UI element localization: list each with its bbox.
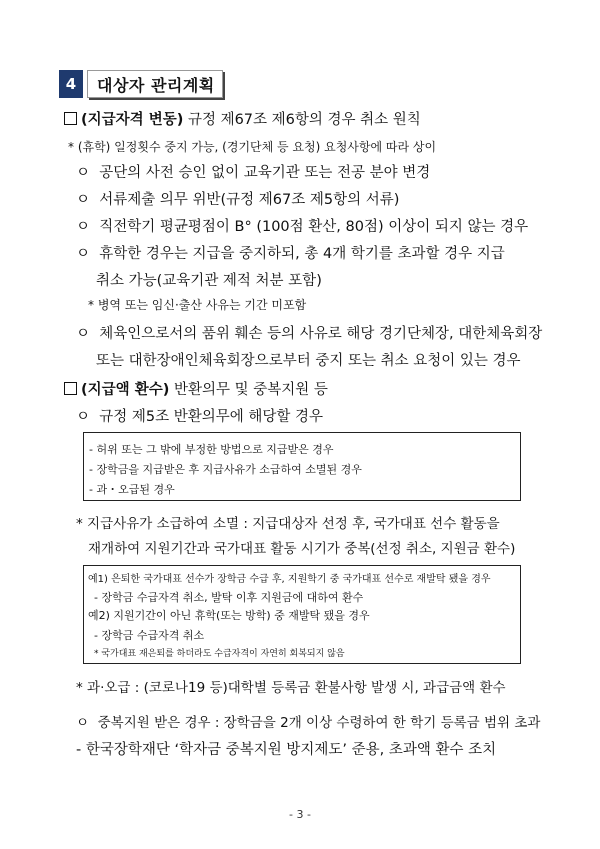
cancel-item-4-line1: 휴학한 경우는 지급을 중지하되, 총 4개 학기를 초과할 경우 지급 [99, 246, 505, 262]
cancel-item-5-line2: 또는 대한장애인체육회장으로부터 중지 또는 취소 요청이 있는 경우 [96, 353, 521, 369]
refund-item-2 [76, 711, 540, 731]
refund-note-1-line2: 재개하여 지원기간과 국가대표 활동 시기가 중복(선정 취소, 지원금 환수) [88, 541, 516, 557]
bullet-icon: ㅇ [76, 246, 91, 262]
cancel-item-4 [76, 242, 505, 263]
cancel-heading [64, 108, 421, 129]
bullet-icon: ㅇ [76, 326, 91, 342]
section-number: 4 [59, 70, 83, 98]
cancel-item-2-text: 서류제출 의무 위반(규정 제67조 제5항의 서류) [99, 192, 400, 208]
box1-line-1: - 허위 또는 그 밖에 부정한 방법으로 지급받은 경우 [89, 443, 334, 456]
example-2: 예2) 지원기간이 아닌 휴학(또는 방학) 중 재발탁 됐을 경우 [88, 609, 370, 622]
example-2-note: * 국가대표 재은퇴를 하더라도 수급자격이 자연히 회복되지 않음 [94, 649, 345, 659]
example-1-sub: - 장학금 수급자격 취소, 발탁 이후 지원금에 대하여 환수 [94, 591, 364, 604]
refund-note-2: * 과·오급 : (코로나19 등)대학별 등록금 환불사항 발생 시, 과급금액 환수 [76, 680, 506, 696]
bullet-icon: ㅇ [76, 219, 91, 235]
box1-line-3: - 과・오급된 경우 [89, 483, 175, 496]
cancel-item-1 [76, 161, 430, 182]
cancel-item-5 [76, 322, 542, 343]
bullet-icon: ㅇ [76, 715, 90, 731]
cancel-heading-bold: (지급자격 변동) [81, 112, 184, 128]
checkbox-square-icon [64, 382, 77, 395]
refund-heading-rest: 반환의무 및 중복지원 등 [169, 382, 328, 398]
refund-note-1-line1: * 지급사유가 소급하여 소멸 : 지급대상자 선정 후, 국가대표 선수 활동을 [76, 516, 500, 532]
section-title-text: 대상자 관리계획 [97, 75, 215, 95]
page-number: - 3 - [289, 808, 311, 821]
cancel-note: * (휴학) 일정횟수 중지 가능, (경기단체 등 요청) 요청사항에 따라 상이 [68, 140, 437, 154]
cancel-item-4-note: * 병역 또는 임신·출산 사유는 기간 미포함 [88, 298, 307, 312]
refund-item-1-text: 규정 제5조 반환의무에 해당할 경우 [99, 409, 323, 425]
cancel-item-3-text: 직전학기 평균평점이 B° (100점 환산, 80점) 이상이 되지 않는 경우 [99, 219, 529, 235]
bullet-icon: ㅇ [76, 192, 91, 208]
refund-item-2-text: 중복지원 받은 경우 : 장학금을 2개 이상 수령하여 한 학기 등록금 범위 초과 [97, 715, 541, 731]
refund-heading-bold: (지급액 환수) [81, 382, 170, 398]
cancel-item-3 [76, 215, 528, 236]
refund-item-1 [76, 405, 323, 426]
cancel-item-2 [76, 188, 399, 209]
bullet-icon: ㅇ [76, 165, 91, 181]
box1-line-2: - 장학금을 지급받은 후 지급사유가 소급하여 소멸된 경우 [89, 463, 362, 476]
cancel-item-4-line2: 취소 가능(교육기관 제적 처분 포함) [96, 273, 322, 289]
refund-item-3: - 한국장학재단 ‘학자금 중복지원 방지제도’ 준용, 초과액 환수 조치 [76, 742, 497, 758]
cancel-heading-rest: 규정 제67조 제6항의 경우 취소 원칙 [183, 112, 421, 128]
cancel-item-5-line1: 체육인으로서의 품위 훼손 등의 사유로 해당 경기단체장, 대한체육회장 [99, 326, 543, 342]
example-2-sub: - 장학금 수급자격 취소 [94, 629, 205, 642]
bullet-icon: ㅇ [76, 409, 91, 425]
cancel-item-1-text: 공단의 사전 승인 없이 교육기관 또는 전공 분야 변경 [99, 165, 431, 181]
refund-heading [64, 378, 328, 399]
checkbox-square-icon [64, 112, 77, 125]
section-title [87, 70, 223, 98]
example-1: 예1) 은퇴한 국가대표 선수가 장학금 수급 후, 지원학기 중 국가대표 선수로 재발탁 됐을 경우 [88, 574, 491, 585]
